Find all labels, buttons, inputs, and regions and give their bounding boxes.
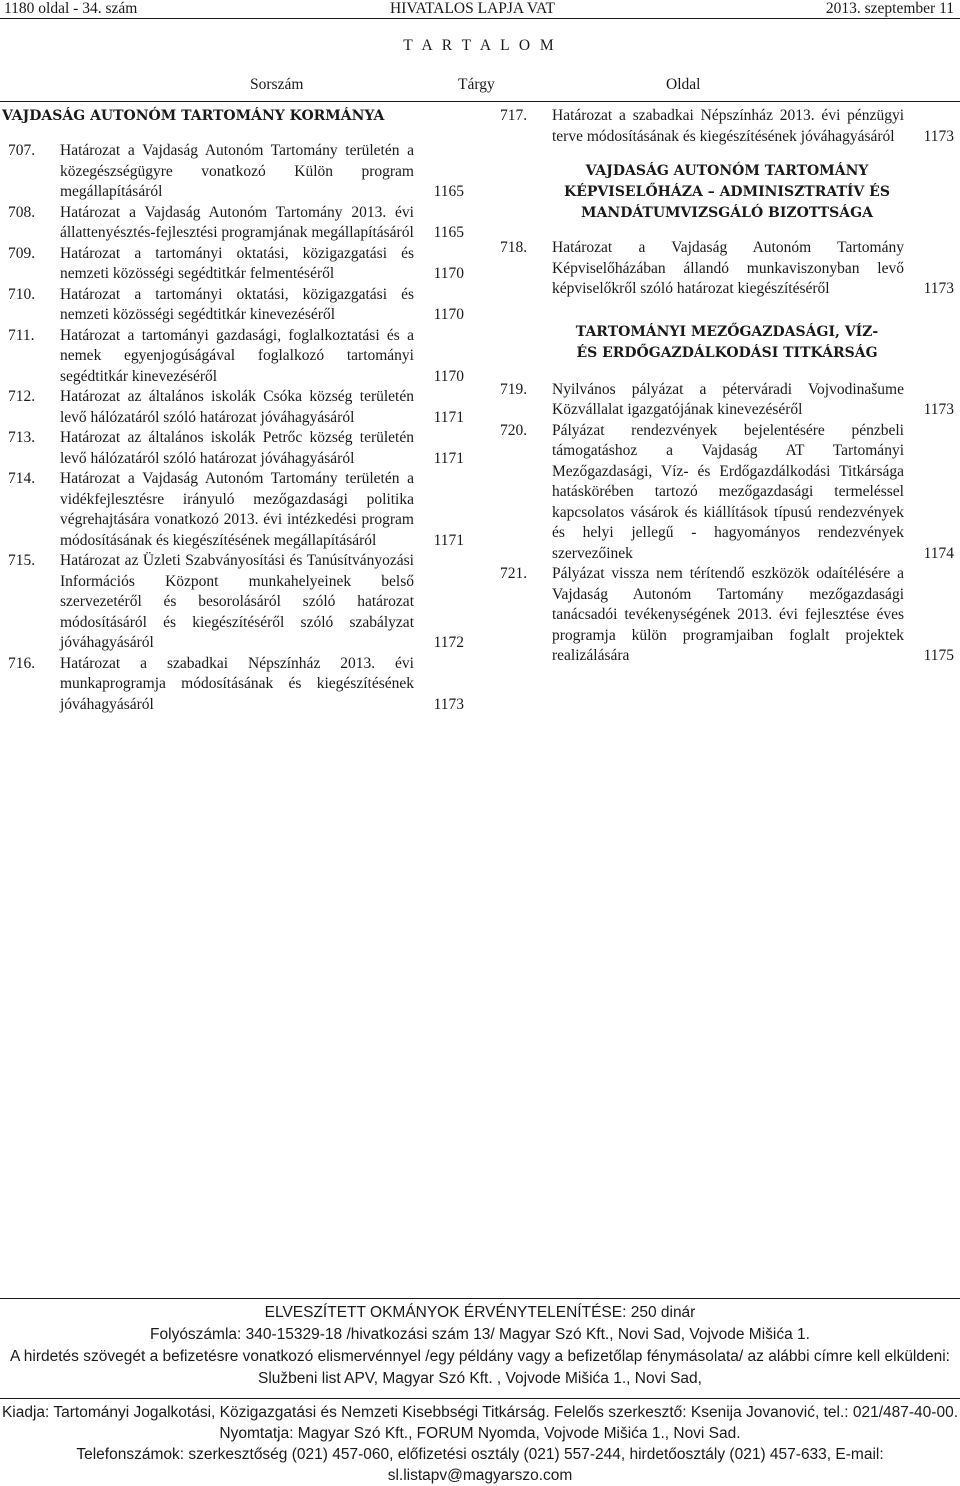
entry-page: 1175 [923,647,954,664]
notice-rule [0,1298,960,1299]
entry-page: 1171 [433,408,464,426]
entry-number: 715. [8,552,36,569]
entry-title: Határozat a Vajdaság Autonóm Tartomány területén a vidékfejlesztésre irányuló mezőgazdasági politika végrehajtására vonatkozó 2013. évi intézkedési program módosításának és kiegészítésének megállapításáról [60,470,414,549]
header-date: 2013. szeptember 11 [825,0,954,17]
notice-block [0,1302,960,1390]
entry-number: 721. [500,565,528,582]
entry-page: 1170 [433,265,464,282]
entry-number: 709. [8,244,36,262]
entry-page: 1170 [433,306,464,323]
entry-number: 707. [8,142,36,159]
entry-page: 1173 [433,695,464,713]
notice-instructions: A hirdetés szövegét a befizetésre vonatkozó elismervénnyel /egy példány vagy a befizetőlap fénymásolata/ az alábbi címre kell elküldeni: [9,1348,950,1365]
right-entry-list [500,380,954,667]
entry-title: Határozat a tartományi oktatási, közigazgatási és nemzeti közösségi segédtitkár felmentéséről [60,244,414,282]
toc-entry [8,141,464,203]
left-entry-list [8,141,464,715]
toc-entry [8,469,464,551]
entry-title: Határozat a Vajdaság Autonóm Tartomány Képviselőházában állandó munkaviszonyban levő képviselőkről szóló határozat kiegészítéséről [552,239,904,297]
entry-page: 1165 [433,224,464,241]
section-heading-kepviselohaz: VAJDASÁG AUTONÓM TARTOMÁNY KÉPVISELŐHÁZA – ADMINISZTRATÍV ÉS MANDÁTUMVIZSGÁLÓ BIZOTTSÁGA [564,163,890,221]
toc-entry [500,380,954,421]
entry-title: Határozat az általános iskolák Petrőc község területén levő hálózatáról szóló határozat jóváhagyásáról [60,429,414,467]
entry-number: 714. [8,470,36,487]
header-rule [0,18,960,19]
section-heading-mezogazdasagi: TARTOMÁNYI MEZŐGAZDASÁGI, VÍZ- ÉS ERDŐGAZDÁLKODÁSI TITKÁRSÁG [575,323,879,361]
column-header-sorszam: Sorszám [250,76,304,93]
notice-title: ELVESZÍTETT OKMÁNYOK ÉRVÉNYTELENÍTÉSE: 250 dinár [264,1304,696,1321]
entry-number: 717. [500,107,528,124]
page-footer [0,1402,960,1486]
toc-entry [8,654,464,716]
entry-page: 1174 [923,544,954,562]
header-page-info: 1180 oldal - 34. szám [4,0,138,17]
notice-account: Folyószámla: 340-15329-18 /hivatkozási szám 13/ Magyar Szó Kft., Novi Sad, Vojvode Mišića 1. [150,1326,810,1343]
entry-title: Határozat az Üzleti Szabványosítási és Tanúsítványozási Információs Központ munkahelyeinek belső szervezetéről és besorolásáról szóló határozat módosításáról és kiegészítéséről szóló szabályzat jóváhagyásáról [60,552,414,651]
entry-number: 716. [8,654,36,672]
entry-page: 1173 [923,127,954,145]
toc-entry [500,421,954,565]
entry-title: Határozat a tartományi gazdasági, foglalkoztatási és a nemek egyenjogúságával foglalkozó tartományi segédtitkár kinevezéséről [60,326,414,385]
toc-entry [500,238,954,300]
entry-number: 713. [8,429,36,446]
right-column [500,106,954,667]
entry-number: 712. [8,388,36,405]
entry-page: 1173 [923,401,954,418]
toc-entry [500,564,954,667]
toc-title: T A R T A L O M [403,37,557,54]
footer-rule [0,1398,960,1399]
column-header-targy: Tárgy [458,76,495,93]
entry-number: 718. [500,239,528,256]
entry-title: Határozat a szabadkai Népszínház 2013. évi munkaprogramja módosításának és kiegészítésének jóváhagyásáról [60,654,414,713]
entry-number: 710. [8,285,36,303]
toc-entry [500,106,954,147]
column-header-oldal: Oldal [666,76,701,93]
toc-entry [8,387,464,428]
section-heading-kormany: VAJDASÁG AUTONÓM TARTOMÁNY KORMÁNYA [2,108,385,124]
entry-title: Határozat a Vajdaság Autonóm Tartomány területén a közegészségügyre vonatkozó Külön program megállapításáról [60,142,414,200]
entry-page: 1172 [433,634,464,651]
entry-page: 1170 [433,367,464,385]
entry-number: 719. [500,380,528,398]
toc-entry [8,203,464,244]
entry-number: 720. [500,421,528,439]
toc-entry [8,428,464,469]
toc-entry [8,326,464,388]
entry-page: 1171 [433,531,464,549]
toc-entry [8,285,464,326]
entry-title: Pályázat vissza nem térítendő eszközök odaítélésére a Vajdaság Autonóm Tartomány mezőgazdasági tanácsadói tevékenységének 2013. évi fejlesztése éves programja külön programjaiban foglalt projektek realizálására [552,565,904,664]
entry-title: Határozat az általános iskolák Csóka község területén levő hálózatáról szóló határozat jóváhagyásáról [60,388,414,426]
entry-number: 708. [8,203,36,221]
entry-title: Határozat a Vajdaság Autonóm Tartomány 2013. évi állattenyésztés-fejlesztési programjának megállapításáról [60,203,414,241]
page-header [0,0,960,18]
footer-publisher: Kiadja: Tartományi Jogalkotási, Közigazgatási és Nemzeti Kisebbségi Titkárság. Felelős szerkesztő: Ksenija Jovanović, tel.: 021/487-40-00. [1,1404,959,1421]
left-column [2,106,464,715]
entry-title: Pályázat rendezvények bejelentésére pénzbeli támogatáshoz a Vajdaság AT Tartományi Mezőgazdasági, Víz- és Erdőgazdálkodási Titkársága hatáskörében tartozó mezőgazdasági termeléssel kapcsolatos vásárok és kiállítások típusú rendezvények és helyi jellegű - hagyományos rendezvények szervezőinek [552,421,904,562]
entry-page: 1165 [433,183,464,200]
toc-entry [8,551,464,654]
footer-printer: Nyomtatja: Magyar Szó Kft., FORUM Nyomda, Vojvode Mišića 1., Novi Sad. [219,1425,741,1442]
column-header-rule [0,101,960,102]
entry-page: 1171 [433,449,464,467]
entry-page: 1173 [923,280,954,297]
entry-number: 711. [8,326,35,344]
entry-title: Határozat a szabadkai Népszínház 2013. évi pénzügyi terve módosításának és kiegészítésének jóváhagyásáról [552,107,904,145]
notice-address: Službeni list APV, Magyar Szó Kft. , Vojvode Mišića 1., Novi Sad, [258,1370,702,1387]
header-publication: HIVATALOS LAPJA VAT [390,0,555,17]
toc-entry [8,244,464,285]
footer-contacts: Telefonszámok: szerkesztőség (021) 457-060, előfizetési osztály (021) 557-244, hirdetőosztály (021) 457-633, E-mail: sl.listapv@magyarszo.com [76,1446,884,1484]
entry-title: Nyilvános pályázat a péterváradi Vojvodinašume Közvállalat igazgatójának kinevezéséről [552,380,904,418]
entry-title: Határozat a tartományi oktatási, közigazgatási és nemzeti közösségi segédtitkár kinevezéséről [60,285,414,323]
